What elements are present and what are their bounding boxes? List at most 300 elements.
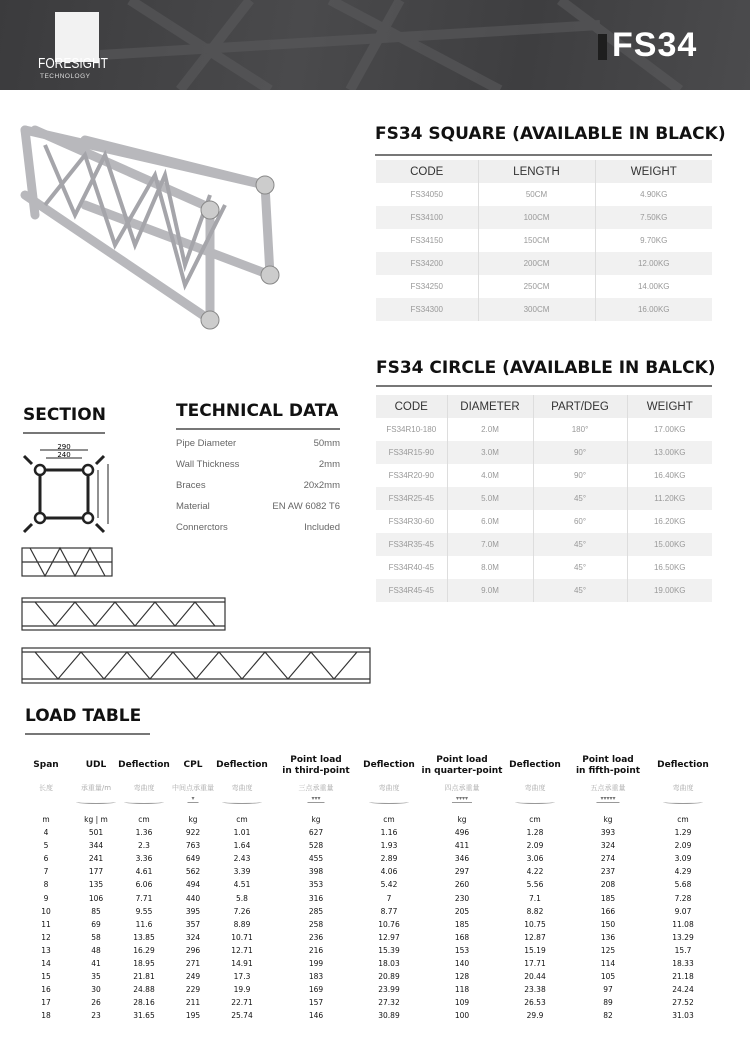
table-row bbox=[376, 229, 712, 252]
load-table-cell: 258 bbox=[308, 919, 324, 929]
load-table-cell: 274 bbox=[600, 854, 616, 864]
column-header: Span bbox=[33, 760, 59, 770]
circle-table bbox=[376, 395, 712, 602]
technical-title: TECHNICAL DATA bbox=[176, 401, 339, 421]
load-table-cell: 19.9 bbox=[233, 985, 251, 995]
tech-row bbox=[176, 459, 340, 470]
table-cell: FS34R40-45 bbox=[388, 563, 434, 572]
load-table-cell: 316 bbox=[308, 893, 324, 903]
column-header: WEIGHT bbox=[627, 395, 712, 418]
load-table-cell: 8.82 bbox=[526, 906, 544, 916]
load-table-cell: 166 bbox=[600, 906, 616, 916]
load-table-cell: 5 bbox=[43, 841, 49, 851]
table-cell: 7.0M bbox=[447, 533, 533, 556]
logo-brand: FORESIGHT bbox=[38, 55, 109, 72]
table-cell: 90° bbox=[533, 464, 627, 487]
load-table-cell: 17.3 bbox=[233, 972, 251, 982]
column-header-chinese: 弯曲度 bbox=[231, 784, 253, 792]
table-header-row bbox=[376, 160, 712, 183]
table-cell: 250CM bbox=[478, 275, 595, 298]
load-table-cell: 297 bbox=[454, 867, 470, 877]
column-header-chinese: 五点承重量 bbox=[590, 784, 626, 792]
load-table-cell: 1.29 bbox=[674, 828, 692, 837]
load-table-cell: 1.36 bbox=[135, 828, 153, 837]
table-cell: 4.90KG bbox=[595, 183, 712, 206]
table-row bbox=[376, 533, 712, 556]
load-table-cell: 48 bbox=[91, 945, 101, 955]
load-table-cell: 20.89 bbox=[378, 972, 400, 982]
load-table-cell: 4.29 bbox=[674, 867, 692, 877]
table-cell: FS34R45-45 bbox=[376, 579, 447, 602]
model-title: FS34 bbox=[612, 26, 698, 64]
load-table-cell: 285 bbox=[308, 906, 324, 916]
load-table-cell: 11.08 bbox=[672, 919, 694, 929]
load-table-cell: 16.29 bbox=[133, 945, 155, 955]
table-cell: 16.00KG bbox=[595, 298, 712, 321]
load-table-cell: 5.42 bbox=[380, 880, 398, 890]
load-table-cell: 25.74 bbox=[231, 1011, 253, 1021]
table-row bbox=[376, 556, 712, 579]
load-table-cell: 5.8 bbox=[236, 893, 248, 903]
table-cell: FS34050 bbox=[410, 190, 443, 199]
load-table-cell: 2.3 bbox=[138, 841, 150, 851]
load-table-cell: 15.19 bbox=[524, 945, 546, 955]
load-table-cell: 10.71 bbox=[231, 932, 253, 942]
table-cell: 3.0M bbox=[447, 441, 533, 464]
table-cell: 14.00KG bbox=[595, 275, 712, 298]
column-unit: cm bbox=[529, 815, 541, 824]
load-table-cell: 150 bbox=[600, 919, 616, 929]
load-table-cell: 169 bbox=[308, 985, 324, 995]
load-table-cell: 168 bbox=[454, 932, 470, 942]
column-header: Deflection bbox=[363, 760, 415, 770]
deflection-curve-icon bbox=[222, 800, 262, 804]
load-table-cell: 18.03 bbox=[378, 959, 400, 968]
divider bbox=[23, 432, 105, 434]
load-table-cell: 455 bbox=[308, 854, 324, 864]
table-row bbox=[376, 252, 712, 275]
column-header: Deflection bbox=[657, 760, 709, 770]
load-table-cell: 17 bbox=[41, 998, 51, 1008]
load-table-cell: 177 bbox=[88, 867, 104, 877]
tech-value: Included bbox=[304, 522, 340, 533]
load-table-cell: 211 bbox=[185, 998, 201, 1008]
load-table-cell: 4.06 bbox=[380, 867, 398, 877]
table-cell: 50CM bbox=[478, 183, 595, 206]
load-table-cell: 135 bbox=[88, 880, 104, 890]
load-table-cell: 496 bbox=[454, 828, 470, 837]
load-table-cell: 23.99 bbox=[378, 985, 400, 995]
load-table-cell: 7 bbox=[43, 867, 49, 877]
table-cell: 4.0M bbox=[447, 464, 533, 487]
load-table-cell: 12.97 bbox=[378, 932, 400, 942]
load-table-cell: 27.52 bbox=[672, 998, 694, 1008]
table-cell: 100CM bbox=[478, 206, 595, 229]
load-table-cell: 15.7 bbox=[674, 945, 692, 955]
load-table-cell: 31.03 bbox=[672, 1011, 694, 1021]
table-cell: FS34R20-90 bbox=[388, 471, 434, 480]
load-table-cell: 146 bbox=[308, 1011, 324, 1021]
tech-label: Wall Thickness bbox=[176, 459, 240, 470]
table-cell: 200CM bbox=[478, 252, 595, 275]
load-table-cell: 9.07 bbox=[674, 906, 692, 916]
load-table-cell: 627 bbox=[308, 828, 324, 837]
load-table-cell: 29.9 bbox=[526, 1011, 544, 1021]
table-cell: 13.00KG bbox=[627, 441, 712, 464]
column-header: CPL bbox=[183, 760, 203, 770]
load-table-cell: 11.6 bbox=[135, 919, 153, 929]
load-table-cell: 10 bbox=[41, 906, 51, 916]
load-table-cell: 97 bbox=[603, 985, 613, 995]
column-unit: cm bbox=[138, 815, 150, 824]
load-point-marks: ▾▾▾▾ bbox=[452, 795, 472, 803]
load-table-cell: 230 bbox=[454, 893, 470, 903]
load-table-cell: 8 bbox=[43, 880, 49, 890]
load-table-cell: 24.88 bbox=[133, 985, 155, 995]
load-table-cell: 118 bbox=[454, 985, 470, 995]
column-header: Deflection bbox=[509, 760, 561, 770]
truss-product-image bbox=[15, 115, 305, 345]
load-table-cell: 12.87 bbox=[524, 932, 546, 942]
load-table-cell: 24.24 bbox=[672, 985, 694, 995]
tech-label: Pipe Diameter bbox=[176, 438, 237, 449]
load-table-cell: 260 bbox=[454, 880, 470, 890]
tech-value: 2mm bbox=[318, 459, 340, 470]
load-table-cell: 2.89 bbox=[380, 854, 398, 864]
column-header-chinese: 弯曲度 bbox=[133, 784, 155, 792]
load-table-cell: 6.06 bbox=[135, 880, 153, 890]
load-table-cell: 128 bbox=[454, 972, 470, 982]
table-cell: 45° bbox=[533, 579, 627, 602]
load-table-cell: 18.33 bbox=[672, 959, 694, 968]
deflection-curve-icon bbox=[515, 800, 555, 804]
load-table-cell: 114 bbox=[600, 959, 616, 968]
load-table-cell: 241 bbox=[88, 854, 104, 864]
table-cell: FS34100 bbox=[376, 206, 478, 229]
column-unit: kg bbox=[311, 815, 321, 824]
square-table bbox=[376, 160, 712, 321]
tech-label: Braces bbox=[176, 480, 206, 491]
load-table-cell: 12.71 bbox=[231, 945, 253, 955]
load-table-cell: 30.89 bbox=[378, 1011, 400, 1021]
load-table-cell: 501 bbox=[88, 828, 104, 837]
column-header-chinese: 四点承重量 bbox=[444, 784, 480, 792]
load-table-cell: 26 bbox=[91, 998, 101, 1008]
load-table-cell: 395 bbox=[185, 906, 201, 916]
column-header-chinese: 弯曲度 bbox=[672, 784, 694, 792]
tech-row bbox=[176, 522, 340, 533]
load-table-cell: 109 bbox=[454, 998, 470, 1008]
load-table-cell: 353 bbox=[308, 880, 324, 890]
load-table-cell: 5.68 bbox=[674, 880, 692, 890]
column-header: DIAMETER bbox=[447, 395, 533, 418]
column-unit: cm bbox=[677, 815, 689, 824]
load-table-cell: 398 bbox=[308, 867, 324, 877]
load-table-cell: 35 bbox=[91, 972, 101, 982]
table-row bbox=[376, 441, 712, 464]
deflection-curve-icon bbox=[76, 800, 116, 804]
load-table-cell: 1.01 bbox=[233, 828, 251, 837]
load-table-cell: 2.09 bbox=[526, 841, 544, 851]
load-table-cell: 28.16 bbox=[133, 998, 155, 1008]
load-table-cell: 185 bbox=[454, 919, 470, 929]
table-cell: 16.20KG bbox=[627, 510, 712, 533]
load-table-cell: 23.38 bbox=[524, 985, 546, 995]
section-drawing bbox=[18, 440, 113, 535]
load-table-cell: 195 bbox=[185, 1011, 201, 1021]
load-table-cell: 7.71 bbox=[135, 893, 153, 903]
table-cell: 45° bbox=[533, 487, 627, 510]
load-table-cell: 12 bbox=[41, 932, 51, 942]
column-unit: m bbox=[42, 815, 50, 824]
table-cell: FS34R10-180 bbox=[386, 425, 437, 434]
load-table-cell: 4.51 bbox=[233, 880, 251, 890]
column-header-chinese: 弯曲度 bbox=[378, 784, 400, 792]
dim-outer: 290 bbox=[57, 443, 71, 451]
load-table-cell: 11 bbox=[41, 919, 51, 929]
column-header: CODE bbox=[376, 160, 478, 183]
load-table-cell: 15.39 bbox=[378, 945, 400, 955]
load-table-cell: 69 bbox=[91, 919, 101, 929]
table-cell: 6.0M bbox=[447, 510, 533, 533]
divider bbox=[176, 428, 340, 430]
circle-title: FS34 CIRCLE (AVAILABLE IN BALCK) bbox=[376, 358, 716, 378]
table-cell: 15.00KG bbox=[627, 533, 712, 556]
load-table-cell: 41 bbox=[91, 959, 101, 968]
table-cell: 9.0M bbox=[447, 579, 533, 602]
load-table-cell: 85 bbox=[91, 906, 101, 916]
column-header-chinese: 弯曲度 bbox=[524, 784, 546, 792]
load-table-cell: 14 bbox=[41, 959, 51, 968]
load-table-cell: 17.71 bbox=[524, 959, 546, 968]
table-row bbox=[376, 510, 712, 533]
load-table-cell: 8.89 bbox=[233, 919, 251, 929]
load-table-cell: 13 bbox=[41, 945, 51, 955]
tech-value: 50mm bbox=[313, 438, 340, 449]
load-table-cell: 1.93 bbox=[380, 841, 398, 851]
table-cell: 9.70KG bbox=[595, 229, 712, 252]
load-table-cell: 2.09 bbox=[674, 841, 692, 851]
table-row bbox=[376, 464, 712, 487]
table-cell: 11.20KG bbox=[627, 487, 712, 510]
table-cell: FS34150 bbox=[410, 236, 443, 245]
load-point-marks: ▾ bbox=[187, 795, 198, 803]
load-table-cell: 393 bbox=[600, 828, 616, 837]
tech-row bbox=[176, 501, 340, 512]
load-table-cell: 23 bbox=[91, 1011, 101, 1021]
load-table-cell: 440 bbox=[185, 893, 201, 903]
load-table-cell: 346 bbox=[454, 854, 470, 864]
table-cell: 2.0M bbox=[447, 418, 533, 441]
load-table-cell: 140 bbox=[454, 959, 470, 968]
section-title: SECTION bbox=[23, 405, 106, 425]
load-table-cell: 649 bbox=[185, 854, 201, 864]
load-table-cell: 153 bbox=[454, 945, 470, 955]
load-table-cell: 31.65 bbox=[133, 1011, 155, 1021]
tech-label: Connerctors bbox=[176, 522, 228, 533]
column-header: Point load in fifth-point bbox=[575, 755, 641, 776]
page-header bbox=[0, 0, 750, 90]
table-cell: 19.00KG bbox=[627, 579, 712, 602]
load-table-cell: 324 bbox=[600, 841, 616, 851]
table-cell: 8.0M bbox=[447, 556, 533, 579]
load-table-cell: 21.18 bbox=[672, 972, 694, 982]
load-table-cell: 21.81 bbox=[133, 972, 155, 982]
load-table-cell: 106 bbox=[88, 893, 104, 903]
logo-subtitle: TECHNOLOGY bbox=[40, 73, 91, 80]
load-table-cell: 229 bbox=[185, 985, 201, 995]
load-table-cell: 13.29 bbox=[672, 932, 694, 942]
load-table-cell: 183 bbox=[308, 972, 324, 982]
load-table-cell: 27.32 bbox=[378, 998, 400, 1008]
table-cell: 12.00KG bbox=[595, 252, 712, 275]
tech-label: Material bbox=[176, 501, 210, 512]
load-table-cell: 10.75 bbox=[524, 919, 546, 929]
load-table-cell: 208 bbox=[600, 880, 616, 890]
load-table-cell: 14.91 bbox=[231, 959, 253, 968]
table-cell: 60° bbox=[533, 510, 627, 533]
load-table-cell: 9.55 bbox=[135, 906, 153, 916]
load-point-marks: ▾▾▾ bbox=[307, 795, 324, 803]
table-cell: 45° bbox=[533, 533, 627, 556]
load-table-cell: 7.1 bbox=[529, 893, 541, 903]
divider bbox=[25, 733, 150, 735]
table-cell: 45° bbox=[533, 556, 627, 579]
column-header: Deflection bbox=[216, 760, 268, 770]
tech-value: 20x2mm bbox=[303, 480, 340, 491]
load-table-cell: 3.06 bbox=[526, 854, 544, 864]
column-unit: kg | m bbox=[84, 815, 108, 824]
table-row bbox=[376, 579, 712, 602]
column-unit: kg bbox=[603, 815, 613, 824]
column-header: CODE bbox=[376, 395, 447, 418]
load-table-cell: 9 bbox=[43, 893, 49, 903]
table-row bbox=[376, 298, 712, 321]
load-point-marks: ▾▾▾▾▾ bbox=[596, 795, 619, 803]
model-marker bbox=[598, 34, 607, 60]
load-table-cell: 7.26 bbox=[233, 906, 251, 916]
tech-value: EN AW 6082 T6 bbox=[272, 501, 340, 512]
load-table-cell: 2.43 bbox=[233, 854, 251, 864]
column-header: Point load in quarter-point bbox=[421, 755, 503, 776]
column-header-chinese: 长度 bbox=[39, 784, 53, 792]
table-header-row bbox=[376, 395, 712, 418]
table-row bbox=[376, 206, 712, 229]
column-header-chinese: 承重量/m bbox=[80, 784, 112, 792]
table-cell: FS34250 bbox=[410, 282, 443, 291]
deflection-curve-icon bbox=[124, 800, 164, 804]
divider bbox=[376, 385, 712, 387]
table-cell: 16.50KG bbox=[627, 556, 712, 579]
load-table-cell: 3.39 bbox=[233, 867, 251, 877]
load-table-cell: 324 bbox=[185, 932, 201, 942]
load-table-cell: 136 bbox=[600, 932, 616, 942]
load-table-cell: 20.44 bbox=[524, 972, 546, 982]
load-table-cell: 8.77 bbox=[380, 906, 398, 916]
column-header: PART/DEG bbox=[533, 395, 627, 418]
dim-inner: 240 bbox=[57, 451, 71, 459]
load-table-cell: 82 bbox=[603, 1011, 613, 1021]
load-table-cell: 1.16 bbox=[380, 828, 398, 837]
load-table-cell: 562 bbox=[185, 867, 201, 877]
load-table-cell: 7.28 bbox=[674, 893, 692, 903]
load-table-cell: 357 bbox=[185, 919, 201, 929]
load-table-cell: 494 bbox=[185, 880, 201, 890]
table-cell: 5.0M bbox=[447, 487, 533, 510]
load-table-cell: 6 bbox=[43, 854, 49, 864]
table-cell: 90° bbox=[533, 441, 627, 464]
load-table-cell: 411 bbox=[454, 841, 470, 851]
load-table-cell: 296 bbox=[185, 945, 201, 955]
load-table-cell: 22.71 bbox=[231, 998, 253, 1008]
load-table-cell: 271 bbox=[185, 959, 201, 968]
load-table-cell: 3.09 bbox=[674, 854, 692, 864]
column-header: UDL bbox=[85, 760, 107, 770]
load-table-cell: 185 bbox=[600, 893, 616, 903]
load-table-title: LOAD TABLE bbox=[25, 706, 142, 726]
column-header: Deflection bbox=[118, 760, 170, 770]
load-table-cell: 922 bbox=[185, 828, 201, 837]
load-table-cell: 249 bbox=[185, 972, 201, 982]
table-cell: 16.40KG bbox=[627, 464, 712, 487]
table-cell: 300CM bbox=[478, 298, 595, 321]
divider bbox=[375, 154, 712, 156]
table-cell: FS34R15-90 bbox=[376, 441, 447, 464]
load-table-cell: 13.85 bbox=[133, 932, 155, 942]
load-table-cell: 125 bbox=[600, 945, 616, 955]
tech-row bbox=[176, 438, 340, 449]
table-cell: FS34200 bbox=[376, 252, 478, 275]
load-table-cell: 344 bbox=[88, 841, 104, 851]
load-table-cell: 16 bbox=[41, 985, 51, 995]
load-table-cell: 4.61 bbox=[135, 867, 153, 877]
table-row bbox=[376, 183, 712, 206]
load-table-cell: 205 bbox=[454, 906, 470, 916]
column-header-chinese: 中间点承重量 bbox=[172, 784, 214, 792]
column-unit: cm bbox=[383, 815, 395, 824]
load-table-cell: 58 bbox=[91, 932, 101, 942]
table-cell: 17.00KG bbox=[627, 418, 712, 441]
truss-side-views bbox=[20, 545, 375, 685]
load-table-cell: 105 bbox=[600, 972, 616, 982]
tech-row bbox=[176, 480, 340, 491]
table-cell: 180° bbox=[533, 418, 627, 441]
load-table-cell: 1.28 bbox=[526, 828, 544, 837]
load-table-cell: 763 bbox=[185, 841, 201, 851]
load-table-cell: 528 bbox=[308, 841, 324, 851]
load-table-cell: 15 bbox=[41, 972, 51, 982]
table-row bbox=[376, 275, 712, 298]
load-table-cell: 4 bbox=[43, 828, 49, 837]
column-header: LENGTH bbox=[478, 160, 595, 183]
column-header: Point load in third-point bbox=[282, 755, 350, 776]
load-table-cell: 237 bbox=[600, 867, 616, 877]
column-unit: kg bbox=[188, 815, 198, 824]
load-table-cell: 216 bbox=[308, 945, 324, 955]
column-header-chinese: 三点承重量 bbox=[298, 784, 334, 792]
load-table-cell: 236 bbox=[308, 932, 324, 942]
load-table-cell: 18 bbox=[41, 1011, 51, 1021]
load-table-cell: 10.76 bbox=[378, 919, 400, 929]
column-header: WEIGHT bbox=[595, 160, 712, 183]
table-cell: FS34300 bbox=[376, 298, 478, 321]
table-cell: FS34R30-60 bbox=[388, 517, 434, 526]
load-table-cell: 157 bbox=[308, 998, 324, 1008]
deflection-curve-icon bbox=[369, 800, 409, 804]
load-table-cell: 7 bbox=[386, 893, 392, 903]
deflection-curve-icon bbox=[663, 800, 703, 804]
table-row bbox=[376, 418, 712, 441]
